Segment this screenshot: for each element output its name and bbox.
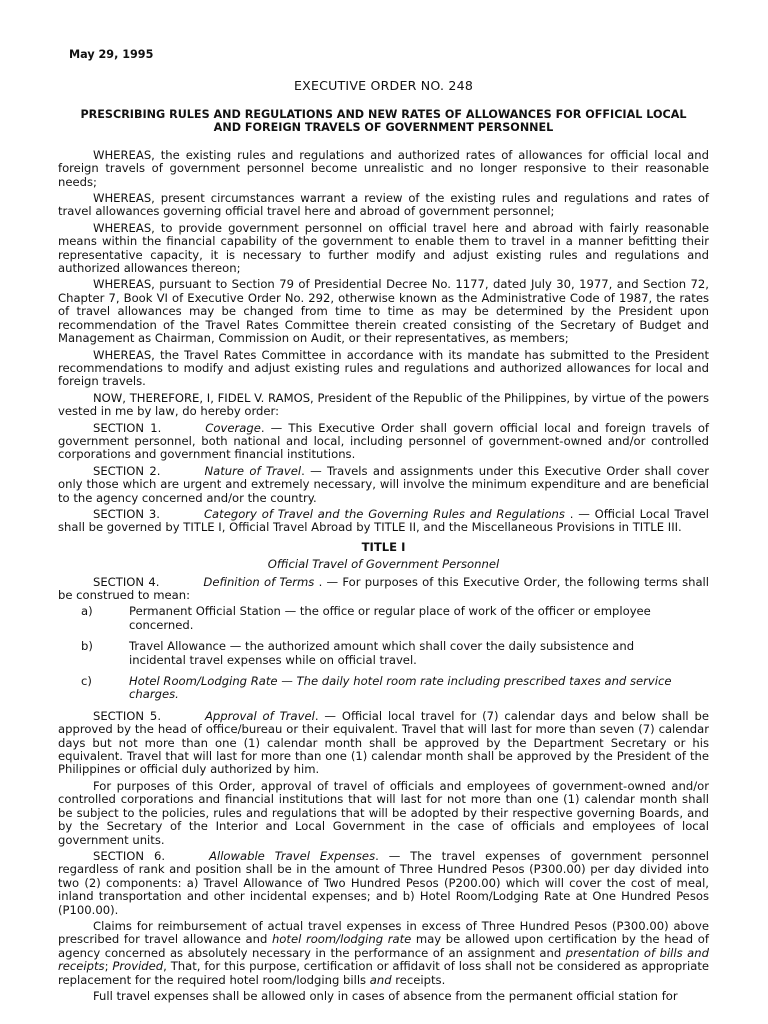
section-6 — [58, 850, 709, 917]
section-4-head: SECTION 4. — [93, 574, 160, 589]
section-3-title: Category of Travel and the Governing Rules and Regulations — [203, 506, 565, 521]
whereas-clause-3: WHEREAS, to provide government personnel on official travel here and abroad with fairly reasonable means within the financial capability of the government to enable them to travel in a manner befitting their representative capacity, it is necessary to further modify and adjust existing rules and regulations and authorized allowances thereon; — [58, 220, 709, 276]
text-run-italic: hotel room/lodging rate — [271, 932, 412, 947]
section-2-title: Nature of Travel — [204, 463, 302, 478]
section-1-title: Coverage — [205, 420, 261, 435]
section-6-paragraph-3: Full travel expenses shall be allowed only in cases of absence from the permanent official station for — [93, 989, 678, 1003]
section-6-head: SECTION 6. — [93, 848, 166, 863]
document-title: EXECUTIVE ORDER NO. 248 — [293, 78, 474, 94]
text-run-italic: Provided — [112, 959, 164, 974]
section-6-title: Allowable Travel Expenses — [209, 848, 376, 863]
section-6-paragraph-2 — [58, 920, 709, 987]
definition-text: Hotel Room/Lodging Rate — The daily hotel room rate including prescribed taxes and service charges. — [129, 674, 672, 702]
text-run-italic: and — [369, 972, 392, 987]
section-2-text: . — Travels and assignments under this Executive Order shall cover only those which are urgent and extremely necessary, will involve the minimum expenditure and are beneficial to the agency concerned and/or the country. — [58, 463, 710, 505]
definition-label: a) — [81, 604, 93, 619]
text-run: ; — [104, 959, 113, 974]
definition-item — [81, 640, 709, 667]
definition-item — [81, 675, 709, 702]
section-4-text: . — For purposes of this Executive Order, the following terms shall be construed to mean: — [58, 574, 709, 602]
text-run: may be allowed upon certification by the head of agency concerned as absolutely necessary in the performance of an assignment and — [58, 932, 709, 960]
section-4-title: Definition of Terms — [203, 574, 315, 589]
section-3-head: SECTION 3. — [93, 506, 160, 521]
now-therefore-clause: NOW, THEREFORE, I, FIDEL V. RAMOS, President of the Republic of the Philippines, by virtue of the powers vested in me by law, do hereby order: — [58, 390, 709, 419]
definition-text: Travel Allowance — the authorized amount which shall cover the daily subsistence and incidental travel expenses while on official travel. — [129, 639, 635, 667]
section-1 — [58, 422, 709, 462]
whereas-clause-4: WHEREAS, pursuant to Section 79 of Presidential Decree No. 1177, dated July 30, 1977, and Section 72, Chapter 7, Book VI of Executive Order No. 292, otherwise known as the Administrative Code of 1987, the rates of travel allowances may be changed from time to time as may be determined by the President upon recommendation of the Travel Rates Committee therein created consisting of the Secretary of Budget and Management as Chairman, Commission on Audit, or their representatives, as members; — [58, 277, 709, 346]
text-run: receipts. — [391, 972, 446, 987]
whereas-clause-2: WHEREAS, present circumstances warrant a review of the existing rules and regulations and rates of travel allowances governing official travel here and abroad of government personnel; — [58, 191, 709, 219]
section-1-head: SECTION 1. — [93, 420, 162, 435]
document-date: May 29, 1995 — [69, 48, 154, 61]
definition-text: Permanent Official Station — the office or regular place of work of the officer or employee concerned. — [129, 604, 651, 632]
section-5 — [58, 710, 709, 777]
text-run: Claims for reimbursement of actual travel expenses in excess of Three Hundred Pesos (P300.00) above prescribed for travel allowance and — [58, 918, 709, 947]
section-2 — [58, 465, 709, 505]
definition-label: c) — [81, 674, 92, 689]
definition-label: b) — [81, 639, 93, 654]
text-run: , That, for this purpose, certification or affidavit of loss shall not be considered as appropriate replacement for the required hotel room/lodging bills — [58, 959, 710, 987]
title-1-subheading: Official Travel of Government Personnel — [267, 557, 500, 572]
title-1-heading: TITLE I — [361, 539, 406, 554]
section-5-title: Approval of Travel — [205, 708, 315, 723]
section-3 — [58, 508, 709, 535]
section-5-text: . — Official local travel for (7) calendar days and below shall be approved by the head of office/bureau or their equivalent. Travel that will last for more than seven (7) calendar days but not more than one (1) calendar month shall be approved by the Department Secretary or his equivalent. Travel that will last for more than one (1) calendar month shall be approved by the President of the Philippines or official duly authorized by him. — [58, 708, 709, 777]
section-4 — [58, 576, 709, 603]
section-1-text: . — This Executive Order shall govern official local and foreign travels of government personnel, both national and local, including personnel of government-owned and/or controlled corporations and government financial institutions. — [58, 420, 709, 462]
section-5-paragraph-2: For purposes of this Order, approval of travel of officials and employees of government-owned and/or controlled corporations and financial institutions that will last for not more than one (1) calendar month shall be subject to the policies, rules and regulations that will be adopted by their respective governing Boards, and by the Secretary of the Interior and Local Government in the case of officials and employees of local government units. — [58, 778, 709, 847]
document-subtitle — [58, 108, 709, 134]
whereas-clause-5: WHEREAS, the Travel Rates Committee in accordance with its mandate has submitted to the President recommendations to modify and adjust existing rules and regulations and authorized allowances for local and foreign travels. — [58, 347, 709, 389]
whereas-clause-1: WHEREAS, the existing rules and regulations and authorized rates of allowances for official local and foreign travels of government personnel become unrealistic and no longer responsive to their reasonable needs; — [58, 147, 709, 189]
subtitle-line-2: AND FOREIGN TRAVELS OF GOVERNMENT PERSONNEL — [213, 120, 554, 134]
section-2-head: SECTION 2. — [93, 463, 161, 478]
subtitle-line-1: PRESCRIBING RULES AND REGULATIONS AND NEW RATES OF ALLOWANCES FOR OFFICIAL LOCAL — [80, 107, 687, 121]
section-3-text: . — Official Local Travel shall be governed by TITLE I, Official Travel Abroad by TITLE II, and the Miscellaneous Provisions in TITLE III. — [58, 506, 709, 535]
definition-item — [81, 605, 709, 632]
section-5-head: SECTION 5. — [93, 708, 161, 723]
section-6-text: . — The travel expenses of government personnel regardless of rank and position shall be in the amount of Three Hundred Pesos (P300.00) per day divided into two (2) components: a) Travel Allowance of Two Hundred Pesos (P200.00) which will cover the cost of meal, inland transportation and other incidental expenses; and b) Hotel Room/Lodging Rate at One Hundred Pesos (P100.00). — [58, 848, 710, 917]
document-page — [58, 48, 709, 1007]
text-run-italic: presentation of bills and receipts — [58, 945, 709, 974]
